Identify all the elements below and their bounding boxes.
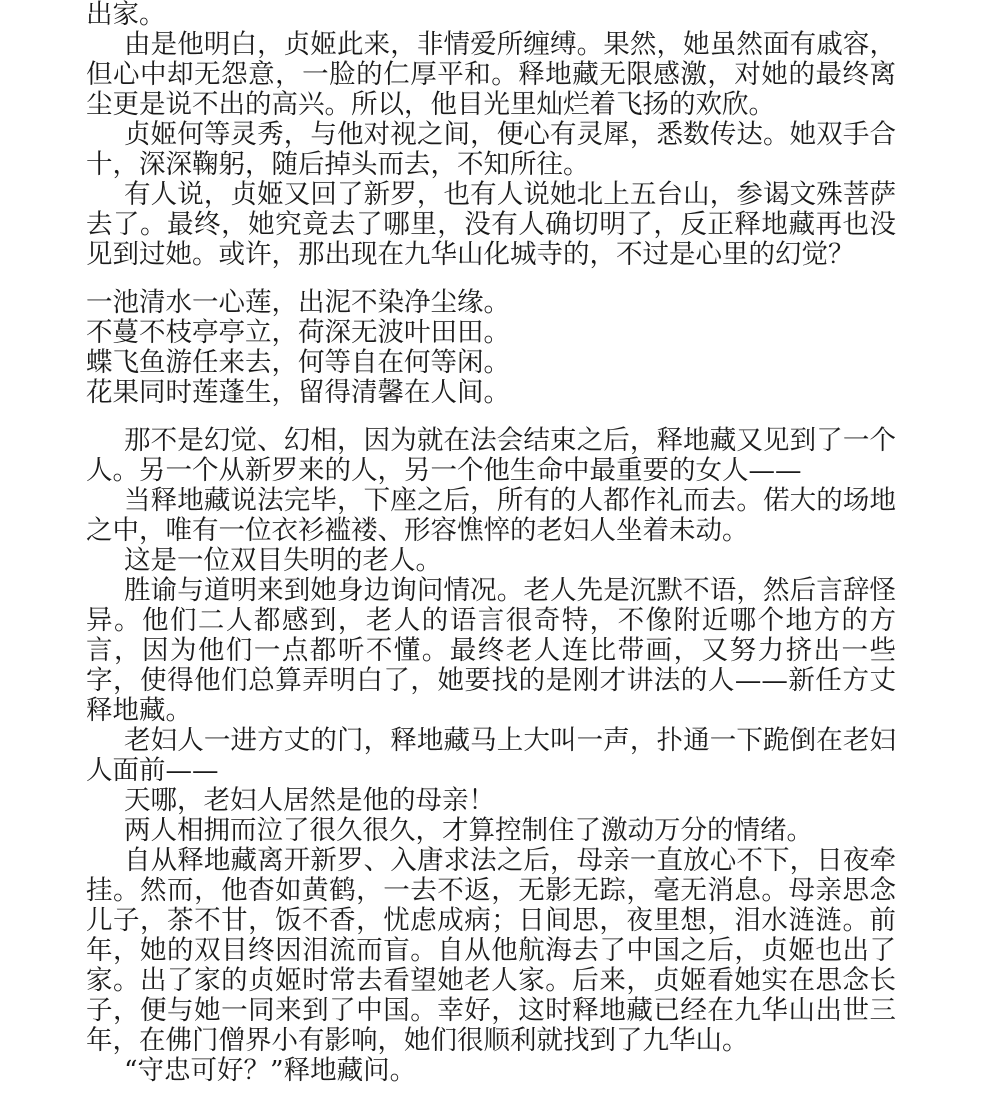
paragraph [86,576,896,726]
paragraph [86,486,896,546]
paragraph [86,426,896,486]
poem-line: 蝶飞鱼游任来去，何等自在何等闲。 [86,347,510,378]
paragraph [86,786,896,816]
text-line: 天哪，老妇人居然是他的母亲！ [124,785,495,816]
poem [86,288,896,408]
poem-line: 不蔓不枝亭亭立，荷深无波叶田田。 [86,317,510,348]
text-line: 年，她的双目终因泪流而盲。自从他航海去了中国之后，贞姬也出了 [86,935,896,966]
text-line: 释地藏。 [86,695,192,726]
paragraph [86,846,896,1056]
text-line: 那不是幻觉、幻相，因为就在法会结束之后，释地藏又见到了一个 [124,425,896,456]
text-line: 年，在佛门僧界小有影响，她们很顺利就找到了九华山。 [86,1025,749,1056]
text-line: 字，使得他们总算弄明白了，她要找的是刚才讲法的人——新任方丈 [86,665,896,696]
text-line: 由是他明白，贞姬此来，非情爱所缠缚。果然，她虽然面有戚容， [124,29,896,60]
text-line: 子，便与她一同来到了中国。幸好，这时释地藏已经在九华山出世三 [86,995,896,1026]
text-line: 言，因为他们一点都听不懂。最终老人连比带画，又努力挤出一些 [86,635,896,666]
text-line: 但心中却无怨意，一脸的仁厚平和。释地藏无限感激，对她的最终离 [86,59,896,90]
text-line: 有人说，贞姬又回了新罗，也有人说她北上五台山，参谒文殊菩萨 [124,179,896,210]
text-line: 之中，唯有一位衣衫褴褛、形容憔悴的老妇人坐着未动。 [86,515,749,546]
document-page [86,0,896,1086]
text-line: 异。他们二人都感到，老人的语言很奇特，不像附近哪个地方的方 [86,605,896,636]
text-line: 出家。 [86,0,166,30]
text-line: 胜谕与道明来到她身边询问情况。老人先是沉默不语，然后言辞怪 [124,575,896,606]
text-line: 贞姬何等灵秀，与他对视之间，便心有灵犀，悉数传达。她双手合 [124,119,896,150]
paragraph [86,546,896,576]
text-line: 人。另一个从新罗来的人，另一个他生命中最重要的女人—— [86,455,802,486]
text-line: 见到过她。或许，那出现在九华山化城寺的，不过是心里的幻觉？ [86,239,855,270]
text-line: 挂。然而，他杳如黄鹤，一去不返，无影无踪，毫无消息。母亲思念 [86,875,896,906]
poem-line: 花果同时莲蓬生，留得清馨在人间。 [86,377,510,408]
text-line: 家。出了家的贞姬时常去看望她老人家。后来，贞姬看她实在思念长 [86,965,896,996]
paragraph [86,816,896,846]
text-line: 这是一位双目失明的老人。 [124,545,442,576]
paragraph [86,120,896,180]
text-line: 当释地藏说法完毕，下座之后，所有的人都作礼而去。偌大的场地 [124,485,896,516]
paragraph [86,0,896,30]
text-line: 十，深深鞠躬，随后掉头而去，不知所往。 [86,149,590,180]
paragraph [86,726,896,786]
text-line: 尘更是说不出的高兴。所以，他目光里灿烂着飞扬的欢欣。 [86,89,775,120]
text-line: 儿子，茶不甘，饭不香，忧虑成病；日间思，夜里想，泪水涟涟。前 [86,905,896,936]
text-line: 老妇人一进方丈的门，释地藏马上大叫一声，扑通一下跪倒在老妇 [124,725,896,756]
text-line: 自从释地藏离开新罗、入唐求法之后，母亲一直放心不下，日夜牵 [124,845,896,876]
text-line: 人面前—— [86,755,219,786]
paragraph [86,1056,896,1086]
paragraph [86,30,896,120]
text-line: 去了。最终，她究竟去了哪里，没有人确切明了，反正释地藏再也没 [86,209,896,240]
paragraph [86,180,896,270]
text-line: “守忠可好？”释地藏问。 [124,1055,417,1086]
poem-line: 一池清水一心莲，出泥不染净尘缘。 [86,287,510,318]
text-line: 两人相拥而泣了很久很久，才算控制住了激动万分的情绪。 [124,815,813,846]
